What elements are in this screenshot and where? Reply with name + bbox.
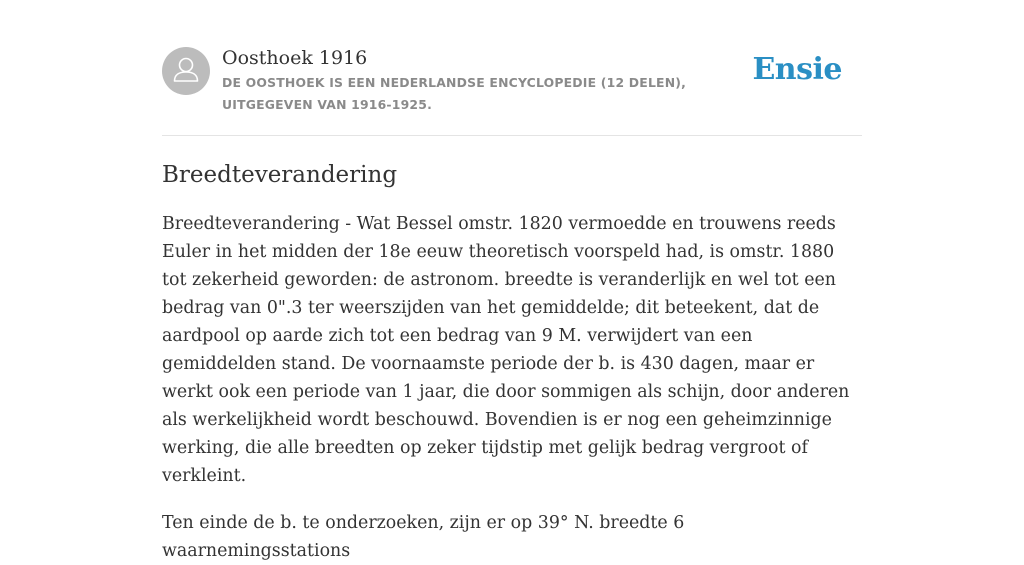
- source-title[interactable]: Oosthoek 1916: [222, 47, 368, 69]
- article-title: Breedteverandering: [162, 162, 398, 188]
- source-header: [162, 0, 862, 136]
- ensie-logo-link[interactable]: Ensie: [752, 52, 842, 87]
- article-paragraph: Breedteverandering - Wat Bessel omstr. 1820 vermoedde en trouwens reeds Euler in het midden der 18e eeuw theoretisch voorspeld had, is omstr. 1880 tot zekerheid geworden: de astronom. breedte is veranderlijk en wel tot een bedrag van 0".3 ter weerszijden van het gemiddelde; dit beteekent, dat de aardpool op aarde zich tot een bedrag van 9 M. verwijdert van een gemiddelden stand. De voornaamste periode der b. is 430 dagen, maar er werkt ook een periode van 1 jaar, die door sommigen als schijn, door anderen als werkelijkheid wordt beschouwd. Bovendien is er nog een geheimzinnige werking, die alle breedten op zeker tijdstip met gelijk bedrag vergroot of verkleint.: [162, 214, 850, 486]
- person-outline-icon: [162, 47, 210, 95]
- user-avatar-icon[interactable]: [162, 47, 210, 95]
- source-description: DE OOSTHOEK IS EEN NEDERLANDSE ENCYCLOPEDIE (12 DELEN), UITGEGEVEN VAN 1916-1925.: [222, 75, 687, 112]
- content-column: [162, 0, 862, 565]
- article-paragraph: Ten einde de b. te onderzoeken, zijn er op 39° N. breedte 6 waarnemingsstations: [162, 513, 685, 561]
